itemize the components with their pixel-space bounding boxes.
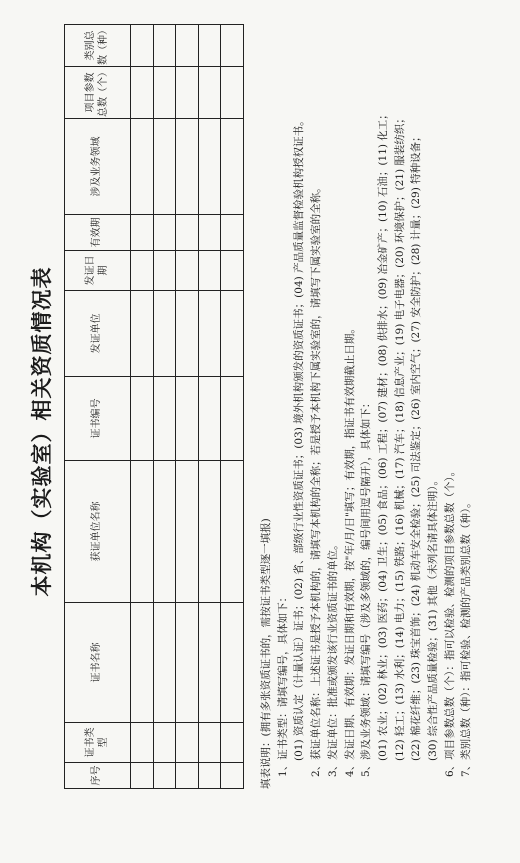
note-item: 4、发证日期、有效期：发证日期和有效期，按"年/月/日"填写；有效期，指证书有效期截止日期。 <box>343 323 356 777</box>
table-cell <box>153 25 176 67</box>
col-header-issue-date: 发证日期 <box>65 251 131 291</box>
table-cell <box>131 377 154 461</box>
note-item: 7、类别总数（种）：指可检验、检测的产品类别总数（种）。 <box>460 497 473 777</box>
note-item: 6、项目参数总数（个）：指可以检验、检测的项目参数总数（个）。 <box>443 465 456 777</box>
table-cell <box>153 291 176 377</box>
table-cell <box>198 215 221 251</box>
table-cell <box>198 67 221 119</box>
table-cell <box>176 461 199 603</box>
table-cell <box>131 251 154 291</box>
table-cell <box>176 67 199 119</box>
table-cell <box>131 603 154 723</box>
note-item: (01) 农业；(02) 林业；(03) 医药；(04) 卫生；(05) 食品；(06) 工程；(07) 建材；(08) 供排水；(09) 冶金矿产；(10) 石油；(11) 化工； <box>376 109 389 761</box>
table-cell <box>131 67 154 119</box>
table-cell <box>153 215 176 251</box>
table-cell <box>221 25 244 67</box>
table-cell <box>198 723 221 763</box>
table-cell <box>153 763 176 789</box>
table-cell <box>176 723 199 763</box>
table-row <box>221 25 244 789</box>
table-cell <box>198 291 221 377</box>
table-cell <box>198 461 221 603</box>
table-cell <box>221 291 244 377</box>
note-heading: 填表说明：(拥有多张资质证书的，需按证书类型逐一填报) <box>260 518 272 789</box>
col-header-param-total: 项目参数总数（个） <box>65 67 131 119</box>
table-cell <box>176 25 199 67</box>
col-header-issuer: 发证单位 <box>65 291 131 377</box>
table-cell <box>198 763 221 789</box>
col-header-category-total: 类别总数（种） <box>65 25 131 67</box>
col-header-business-field: 涉及业务领域 <box>65 119 131 215</box>
table-cell <box>153 119 176 215</box>
table-cell <box>221 603 244 723</box>
table-cell <box>176 763 199 789</box>
table-cell <box>221 461 244 603</box>
table-cell <box>198 377 221 461</box>
table-cell <box>176 291 199 377</box>
table-cell <box>153 377 176 461</box>
col-header-cert-name: 证书名称 <box>65 603 131 723</box>
note-item: 2、获证单位名称：上述证书是授予本机构的，请填写本机构的全称；若是授予本机构下属实验室的，请填写下属实验室的全称。 <box>310 182 323 777</box>
table-header-row <box>65 25 131 789</box>
table-cell <box>131 215 154 251</box>
col-header-cert-number: 证书编号 <box>65 377 131 461</box>
table-cell <box>221 723 244 763</box>
table-cell <box>153 251 176 291</box>
qualification-table <box>64 24 244 789</box>
note-item: (22) 棉花纤维；(23) 珠宝首饰；(24) 机动车安全检验；(25) 司法鉴定；(26) 室内空气；(27) 安全防护；(28) 计量；(29) 特种设备； <box>410 131 423 761</box>
table-cell <box>221 763 244 789</box>
table-cell <box>221 119 244 215</box>
table-cell <box>198 25 221 67</box>
table-row <box>176 25 199 789</box>
table-cell <box>131 461 154 603</box>
table-cell <box>176 215 199 251</box>
note-item: 5、涉及业务领域：请填写编号（涉及多领域的，编号间用逗号隔开），具体如下： <box>360 397 373 777</box>
table-cell <box>176 119 199 215</box>
page-title: 本机构（实验室）相关资质情况表 <box>29 266 54 597</box>
table-cell <box>131 119 154 215</box>
table-cell <box>153 603 176 723</box>
note-item: (12) 轻工；(13) 水利；(14) 电力；(15) 铁路；(16) 机械；(17) 汽车；(18) 信息产业；(19) 电子电器；(20) 环境保护；(21) 服装纺织； <box>393 113 406 761</box>
table-cell <box>176 377 199 461</box>
table-row <box>131 25 154 789</box>
table-row <box>153 25 176 789</box>
table-cell <box>198 119 221 215</box>
note-item: (30) 综合性产品质量检验；(31) 其他（未列名请具体注明）。 <box>427 474 440 761</box>
note-item: (01) 资质认定（计量认证）证书；(02) 省、部级行业性资质证书；(03) 境外机构颁发的资质证书；(04) 产品质量监督检验机构授权证书。 <box>293 115 306 761</box>
table-cell <box>153 67 176 119</box>
table-cell <box>131 763 154 789</box>
fill-instructions <box>258 13 475 789</box>
table-cell <box>198 603 221 723</box>
table-cell <box>131 723 154 763</box>
col-header-validity: 有效期 <box>65 215 131 251</box>
note-item: 1、证书类型：请填写编号，具体如下： <box>276 591 289 777</box>
note-item: 3、发证单位：批准或颁发该行业资质证书的单位。 <box>326 539 339 777</box>
table-cell <box>131 291 154 377</box>
table-cell <box>221 67 244 119</box>
table-cell <box>153 723 176 763</box>
table-cell <box>221 251 244 291</box>
table-row <box>198 25 221 789</box>
table-cell <box>176 251 199 291</box>
table-cell <box>221 377 244 461</box>
col-header-index: 序号 <box>65 763 131 789</box>
col-header-holder-name: 获证单位名称 <box>65 461 131 603</box>
table-cell <box>153 461 176 603</box>
table-cell <box>221 215 244 251</box>
table-cell <box>198 251 221 291</box>
col-header-cert-type: 证书类型 <box>65 723 131 763</box>
table-cell <box>176 603 199 723</box>
table-cell <box>131 25 154 67</box>
